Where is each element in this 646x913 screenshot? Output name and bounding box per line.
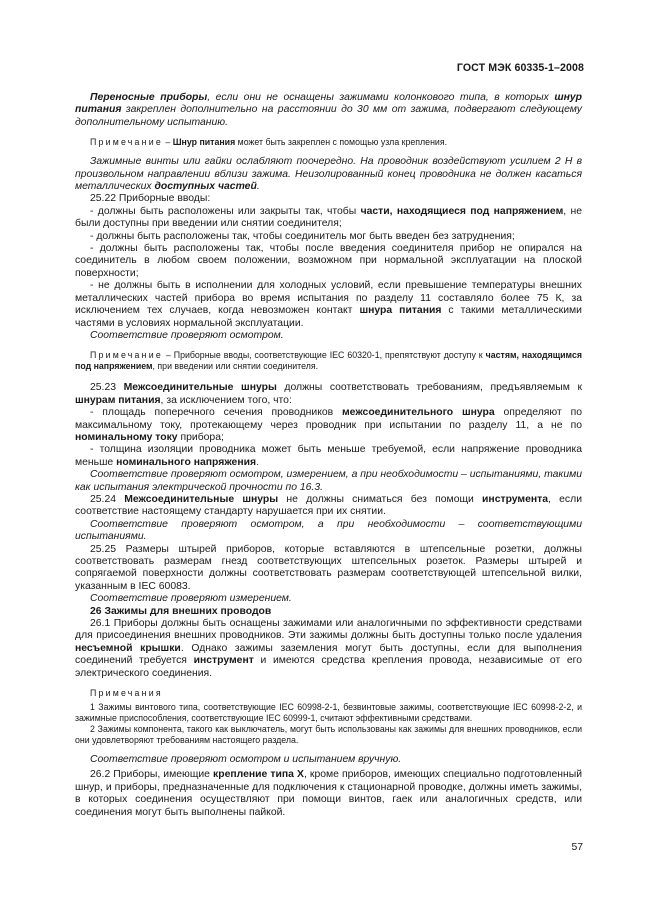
text-run: с такими металлическими частями в условиях нормальной эксплуатации.	[75, 305, 582, 329]
text-paragraph	[75, 769, 582, 819]
term-text: шнур питания	[75, 92, 582, 116]
text-run: - должны быть расположены так, чтобы соединитель мог быть введен без затруднения;	[90, 230, 515, 242]
text-run: не должны сниматься без помощи	[278, 493, 483, 505]
text-paragraph	[75, 606, 582, 618]
text-paragraph	[75, 156, 582, 193]
text-run: 26.2 Приборы, имеющие	[90, 769, 214, 781]
text-paragraph	[75, 494, 582, 519]
text-run: 25.23	[90, 382, 124, 394]
text-paragraph	[75, 193, 582, 205]
text-run: –	[162, 137, 173, 148]
term-text: Переносные приборы	[90, 92, 208, 103]
page-number: 57	[571, 842, 583, 853]
text-paragraph	[75, 206, 582, 231]
text-run: должны соответствовать требованиям, предъявляемым к	[276, 382, 582, 394]
text-run: .	[256, 456, 259, 468]
text-run: , если соответствие настоящему стандарту нарушается при их снятии.	[75, 493, 582, 518]
text-run: , если они не оснащены зажимами колонкового типа, в которых	[207, 92, 555, 103]
term-text: несъемной крышки	[75, 642, 181, 654]
term-text: межсоединительного шнура	[342, 407, 495, 419]
text-run: и имеются средства крепления провода, независимые от его электрического соединения.	[75, 655, 582, 679]
text-paragraph	[75, 92, 582, 129]
term-text: части, находящиеся под напряжением	[360, 205, 564, 217]
note-paragraph	[75, 688, 582, 699]
term-text: шнура питания	[359, 305, 442, 317]
text-run: 2 Зажимы компонента, такого как выключатель, могут быть использованы как зажимы для внешних проводников, если они удовлетворяют требованиям настоящего раздела.	[75, 724, 582, 746]
text-run: 1 Зажимы винтового типа, соответствующие IEC 60998-2-1, безвинтовые зажимы, соответствующие IEC 60998-2-2, и зажимные приспособления, соответствующие IEC 60999-1, считают эффективными средствами.	[75, 702, 582, 724]
text-paragraph	[75, 519, 582, 544]
term-text: крепление типа Х	[213, 769, 304, 781]
text-run: закреплен дополнительно на расстоянии до 30 мм от зажима, подвергают следующему дополнительному испытанию.	[75, 104, 582, 128]
text-run: Соответствие проверяют осмотром, измерением, а при необходимости – испытаниями, такими как испытания электрической прочности по 16.3.	[75, 469, 582, 493]
text-run: 25.24	[90, 493, 125, 505]
text-run: Соответствие проверяют осмотром и испытанием вручную.	[90, 754, 402, 766]
text-run: – Приборные вводы, соответствующие IEC 60320-1, препятствуют доступу к	[162, 350, 486, 361]
text-run: Примечание	[90, 137, 163, 148]
note-paragraph	[75, 137, 582, 148]
text-paragraph	[75, 444, 582, 469]
term-text: 26 Зажимы для внешних проводов	[90, 605, 272, 617]
term-text: Межсоединительные шнуры	[124, 493, 279, 505]
text-run: , кроме приборов, имеющих специально подготовленный шнур, и приборы, предназначенные для подключения к стационарной проводке, должны иметь зажимы, в которых соединения осуществляют при помощи винтов, гаек или аналогичных средств, или соединения могут быть выполнены пайкой.	[75, 769, 583, 818]
document-code-header: ГОСТ МЭК 60335-1–2008	[456, 62, 584, 74]
text-paragraph	[75, 407, 582, 444]
term-text: доступных частей	[154, 181, 257, 193]
text-run: .	[256, 181, 260, 193]
text-run: - не должны быть в исполнении для холодных условий, если превышение температуры внешних металлических частей прибора во время испытания по разделу 11 составляло более 75 К, за исключением тех случаев, когда невозможен контакт	[75, 280, 582, 317]
text-run: - должны быть расположены или закрыты так, чтобы	[90, 205, 361, 217]
term-text: шнурам питания	[75, 394, 161, 406]
term-text: Межсоединительные шнуры	[123, 382, 277, 394]
text-run: , не были доступны при введении или снятии соединителя;	[75, 205, 582, 230]
term-text: инструмент	[193, 655, 254, 667]
text-run: 26.1 Приборы должны быть оснащены зажимами или аналогичными по эффективности средствами для присоединения внешних проводников. Эти зажимы должны быть доступны только после удаления	[75, 618, 582, 642]
text-run: , за исключением того, что:	[160, 394, 292, 406]
text-paragraph	[75, 243, 582, 280]
text-paragraph	[75, 593, 582, 605]
text-run: Примечания	[90, 688, 163, 699]
text-paragraph	[75, 544, 582, 594]
text-paragraph	[75, 618, 582, 680]
text-run: , при введении или снятии соединителя.	[152, 361, 319, 372]
text-run: Зажимные винты или гайки ослабляют поочередно. На проводник воздействуют усилием 2 Н в произвольном направлении вблизи зажима. Неизолированный конец проводника не должен касаться металлических	[75, 156, 582, 193]
text-paragraph	[75, 231, 582, 243]
term-text: частям, находящимся под напряжением	[75, 350, 582, 372]
text-run: - толщина изоляции проводника может быть меньше требуемой, если напряжение проводника меньше	[75, 444, 582, 468]
note-paragraph	[75, 702, 582, 724]
text-run: прибора;	[177, 431, 224, 443]
document-body	[75, 92, 582, 819]
term-text: Шнур питания	[172, 137, 236, 148]
text-run: - должны быть расположены так, чтобы после введения соединителя прибор не опирался на соединитель в любом своем положении, возможном при нормальной эксплуатации на плоской поверхности;	[75, 243, 582, 279]
text-paragraph	[75, 469, 582, 494]
term-text: номинальному току	[75, 431, 178, 443]
term-text: номинального напряжения	[116, 456, 257, 468]
text-run: Примечание	[90, 350, 163, 361]
text-run: 25.22 Приборные вводы:	[90, 193, 211, 205]
text-paragraph	[75, 330, 582, 342]
text-paragraph	[75, 382, 582, 407]
note-paragraph	[75, 724, 582, 746]
text-paragraph	[75, 280, 582, 330]
term-text: инструмента	[482, 493, 549, 505]
text-run: Соответствие проверяют измерением.	[90, 593, 292, 605]
text-run: 25.25 Размеры штырей приборов, которые вставляются в штепсельные розетки, должны соответствовать размерам гнезд соответствующих штепсельных розеток. Размеры штырей и сопрягаемой поверхности должны соответствовать размерам соответствующей штепсельной вилки, указанным в IEC 60083.	[75, 543, 582, 592]
text-run: может быть закреплен с помощью узла крепления.	[235, 137, 448, 148]
text-paragraph	[75, 754, 582, 766]
text-run: определяют по максимальному току, протекающему через проводник при испытании по разделу 11, а не по	[75, 407, 582, 431]
text-run: - площадь поперечного сечения проводников	[90, 407, 342, 419]
text-run: Соответствие проверяют осмотром, а при необходимости – соответствующими испытаниями.	[75, 518, 582, 543]
text-run: . Однако зажимы заземления могут быть доступны, если для выполнения соединений требуется	[75, 642, 582, 667]
note-paragraph	[75, 350, 582, 372]
text-run: Соответствие проверяют осмотром.	[90, 329, 284, 341]
